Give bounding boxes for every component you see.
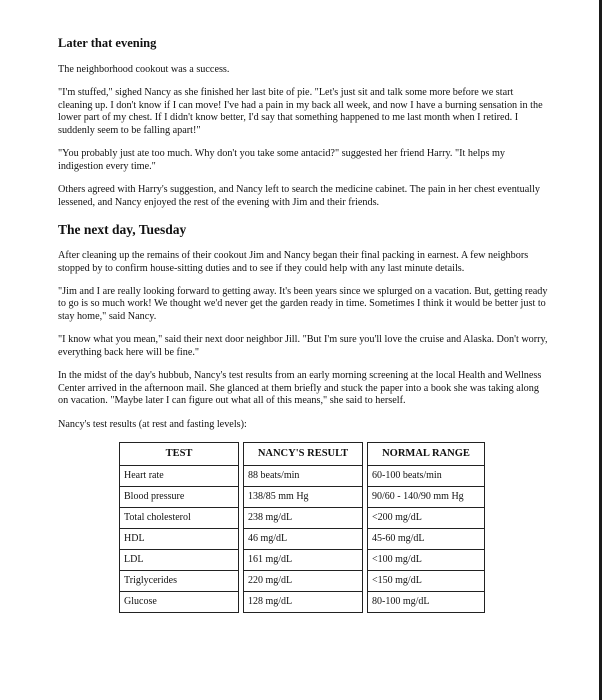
cell-result: 128 mg/dL <box>244 591 363 612</box>
table-row <box>120 528 485 549</box>
paragraph: "Jim and I are really looking forward to getting away. It's been years since we splurged on a vacation. But, getting ready to go is so much work! We thought we'd never get the garden ready in time. Sometimes I think it would be better just to stay home," said Nancy. <box>58 286 548 322</box>
paragraph: The neighborhood cookout was a success. <box>58 64 230 75</box>
paragraph: "I know what you mean," said their next door neighbor Jill. "But I'm sure you'll love the cruise and Alaska. Don't worry, everything back here will be fine." <box>58 334 548 358</box>
table-row <box>120 465 485 486</box>
cell-range: 90/60 - 140/90 mm Hg <box>368 486 485 507</box>
table-row <box>120 591 485 612</box>
cell-range: 60-100 beats/min <box>368 465 485 486</box>
cell-result: 161 mg/dL <box>244 549 363 570</box>
cell-result: 88 beats/min <box>244 465 363 486</box>
cell-range: 80-100 mg/dL <box>368 591 485 612</box>
cell-result: 220 mg/dL <box>244 570 363 591</box>
table-header-row <box>120 442 485 465</box>
column-header-test: TEST <box>120 442 239 465</box>
cell-result: 138/85 mm Hg <box>244 486 363 507</box>
table-caption: Nancy's test results (at rest and fasting levels): <box>58 418 247 430</box>
cell-range: <150 mg/dL <box>368 570 485 591</box>
cell-result: 238 mg/dL <box>244 507 363 528</box>
column-header-normal-range: NORMAL RANGE <box>368 442 485 465</box>
table-row <box>120 486 485 507</box>
paragraph: After cleaning up the remains of their cookout Jim and Nancy began their final packing in earnest. A few neighbors stopped by to confirm house-sitting duties and to see if they could help with any last minute details. <box>58 250 529 274</box>
table-row <box>120 570 485 591</box>
cell-test: Total cholesterol <box>120 507 239 528</box>
cell-test: HDL <box>120 528 239 549</box>
cell-test: Glucose <box>120 591 239 612</box>
document-body <box>58 36 548 613</box>
heading-next-day-tuesday: The next day, Tuesday <box>58 221 187 237</box>
cell-test: Blood pressure <box>120 486 239 507</box>
cell-result: 46 mg/dL <box>244 528 363 549</box>
column-header-result: NANCY'S RESULT <box>244 442 363 465</box>
paragraph: In the midst of the day's hubbub, Nancy's test results from an early morning screening at the local Health and Wellness Center arrived in the afternoon mail. She glanced at them briefly and stuck the paper into a book she was taking along on vacation. "Maybe later I can figure out what all of this means," she said to herself. <box>58 370 542 407</box>
cell-test: Heart rate <box>120 465 239 486</box>
cell-range: <100 mg/dL <box>368 549 485 570</box>
cell-range: <200 mg/dL <box>368 507 485 528</box>
cell-test: LDL <box>120 549 239 570</box>
heading-later-that-evening: Later that evening <box>58 36 157 50</box>
cell-test: Triglycerides <box>120 570 239 591</box>
table-row <box>120 549 485 570</box>
paragraph: Others agreed with Harry's suggestion, and Nancy left to search the medicine cabinet. The pain in her chest eventually lessened, and Nancy enjoyed the rest of the evening with Jim and their friends. <box>58 184 540 208</box>
table-row <box>120 507 485 528</box>
cell-range: 45-60 mg/dL <box>368 528 485 549</box>
paragraph: "You probably just ate too much. Why don't you take some antacid?" suggested her friend Harry. "It helps my indigestion every time." <box>58 148 505 172</box>
test-results-table <box>119 442 485 613</box>
paragraph: "I'm stuffed," sighed Nancy as she finished her last bite of pie. "Let's just sit and talk some more before we start cleaning up. I don't know if I can move! I've had a pain in my back all week, and now I have a burning sensation in the lower part of my chest. If I didn't know better, I'd say that something happened to me last month when I retired. I suddenly seem to be falling apart!" <box>58 87 543 136</box>
